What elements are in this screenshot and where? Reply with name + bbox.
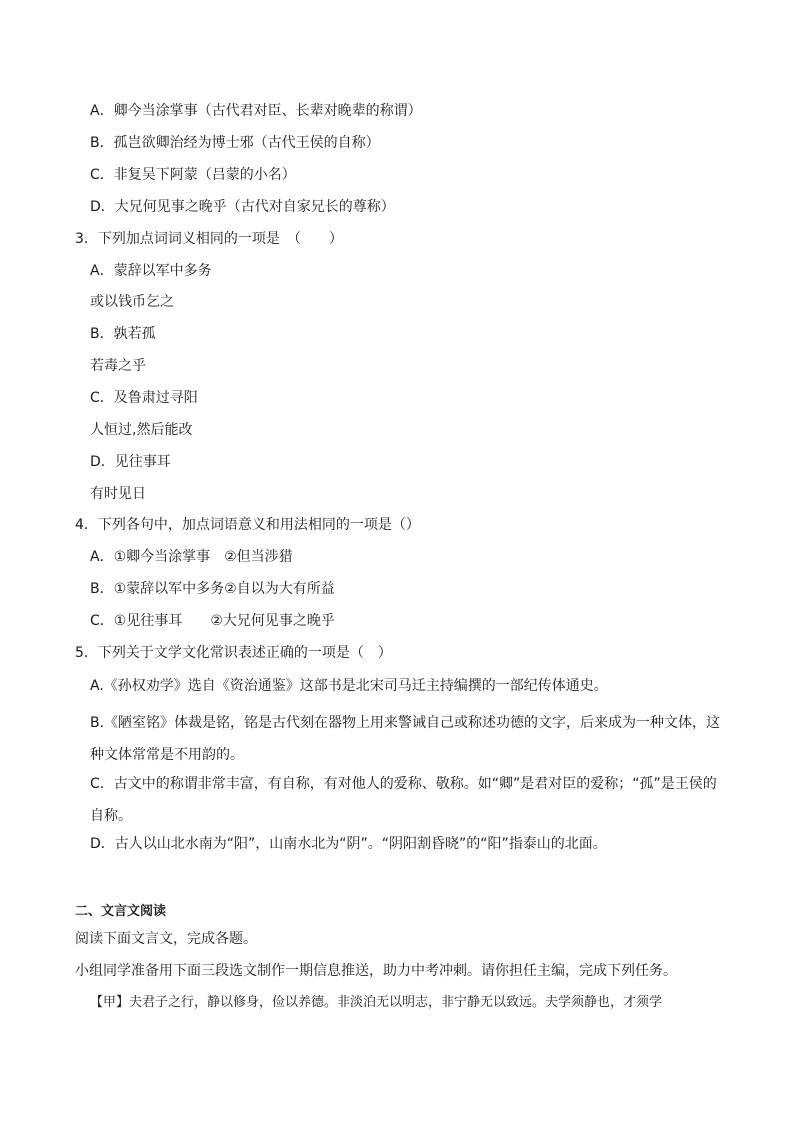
q3-line: 人恒过,然后能改 xyxy=(90,422,193,438)
q3-line: D．见往事耳 xyxy=(90,454,171,470)
q4-option-b: B．①蒙辞以军中多务②自以为大有所益 xyxy=(90,581,335,597)
q3-line: 若毒之乎 xyxy=(90,358,146,374)
q4-stem: 4．下列各句中，加点词语意义和用法相同的一项是（） xyxy=(75,517,420,533)
q2-option-a: A．卿今当涂掌事（古代君对臣、长辈对晚辈的称谓） xyxy=(90,103,422,119)
q5-option-d: D．古人以山北水南为“阳”，山南水北为“阴”。“阴阳割昏晓”的“阳”指泰山的北面。 xyxy=(90,836,607,852)
q3-line: C．及鲁肃过寻阳 xyxy=(90,390,198,406)
q4-option-a: A．①卿今当涂掌事 ②但当涉猎 xyxy=(90,549,293,565)
q3-line: B．孰若孤 xyxy=(90,326,156,342)
q4-option-c: C．①见往事耳 ②大兄何见事之晚乎 xyxy=(90,613,335,629)
q3-line: 有时见日 xyxy=(90,486,146,502)
q2-option-b: B．孤岂欲卿治经为博士邪（古代王侯的自称） xyxy=(90,135,380,151)
q2-option-d: D．大兄何见事之晚乎（古代对自家兄长的尊称） xyxy=(90,199,395,215)
q5-stem: 5．下列关于文学文化常识表述正确的一项是（ ） xyxy=(75,645,392,661)
q3-line: 或以钱币乞之 xyxy=(90,294,174,310)
q5-option-b: B.《陋室铭》体裁是铭，铭是古代刻在器物上用来警诫自己或称述功德的文字，后来成为一种文体，这种文体常常是不用韵的。 xyxy=(90,715,721,763)
q2-option-c: C．非复吴下阿蒙（吕蒙的小名） xyxy=(90,167,296,183)
q3-line: A．蒙辞以军中多务 xyxy=(90,263,212,279)
passage-jia: 【甲】夫君子之行，静以修身，俭以养德。非淡泊无以明志，非宁静无以致远。夫学须静也，才须学 xyxy=(90,995,663,1010)
q3-stem: 3．下列加点词词义相同的一项是 （ ） xyxy=(75,231,343,247)
section-intro: 阅读下面文言文，完成各题。 xyxy=(75,931,257,947)
section-heading: 二、文言文阅读 xyxy=(75,904,167,919)
q5-option-a: A.《孙权劝学》选自《资治通鉴》这部书是北宋司马迁主持编撰的一部纪传体通史。 xyxy=(90,678,608,694)
section-intro: 小组同学准备用下面三段选文制作一期信息推送，助力中考冲刺。请你担任主编，完成下列任务。 xyxy=(75,963,677,979)
q5-option-c: C．古文中的称谓非常丰富，有自称，有对他人的爱称、敬称。如“卿”是君对臣的爱称；“孤”是王侯的自称。 xyxy=(90,776,717,824)
